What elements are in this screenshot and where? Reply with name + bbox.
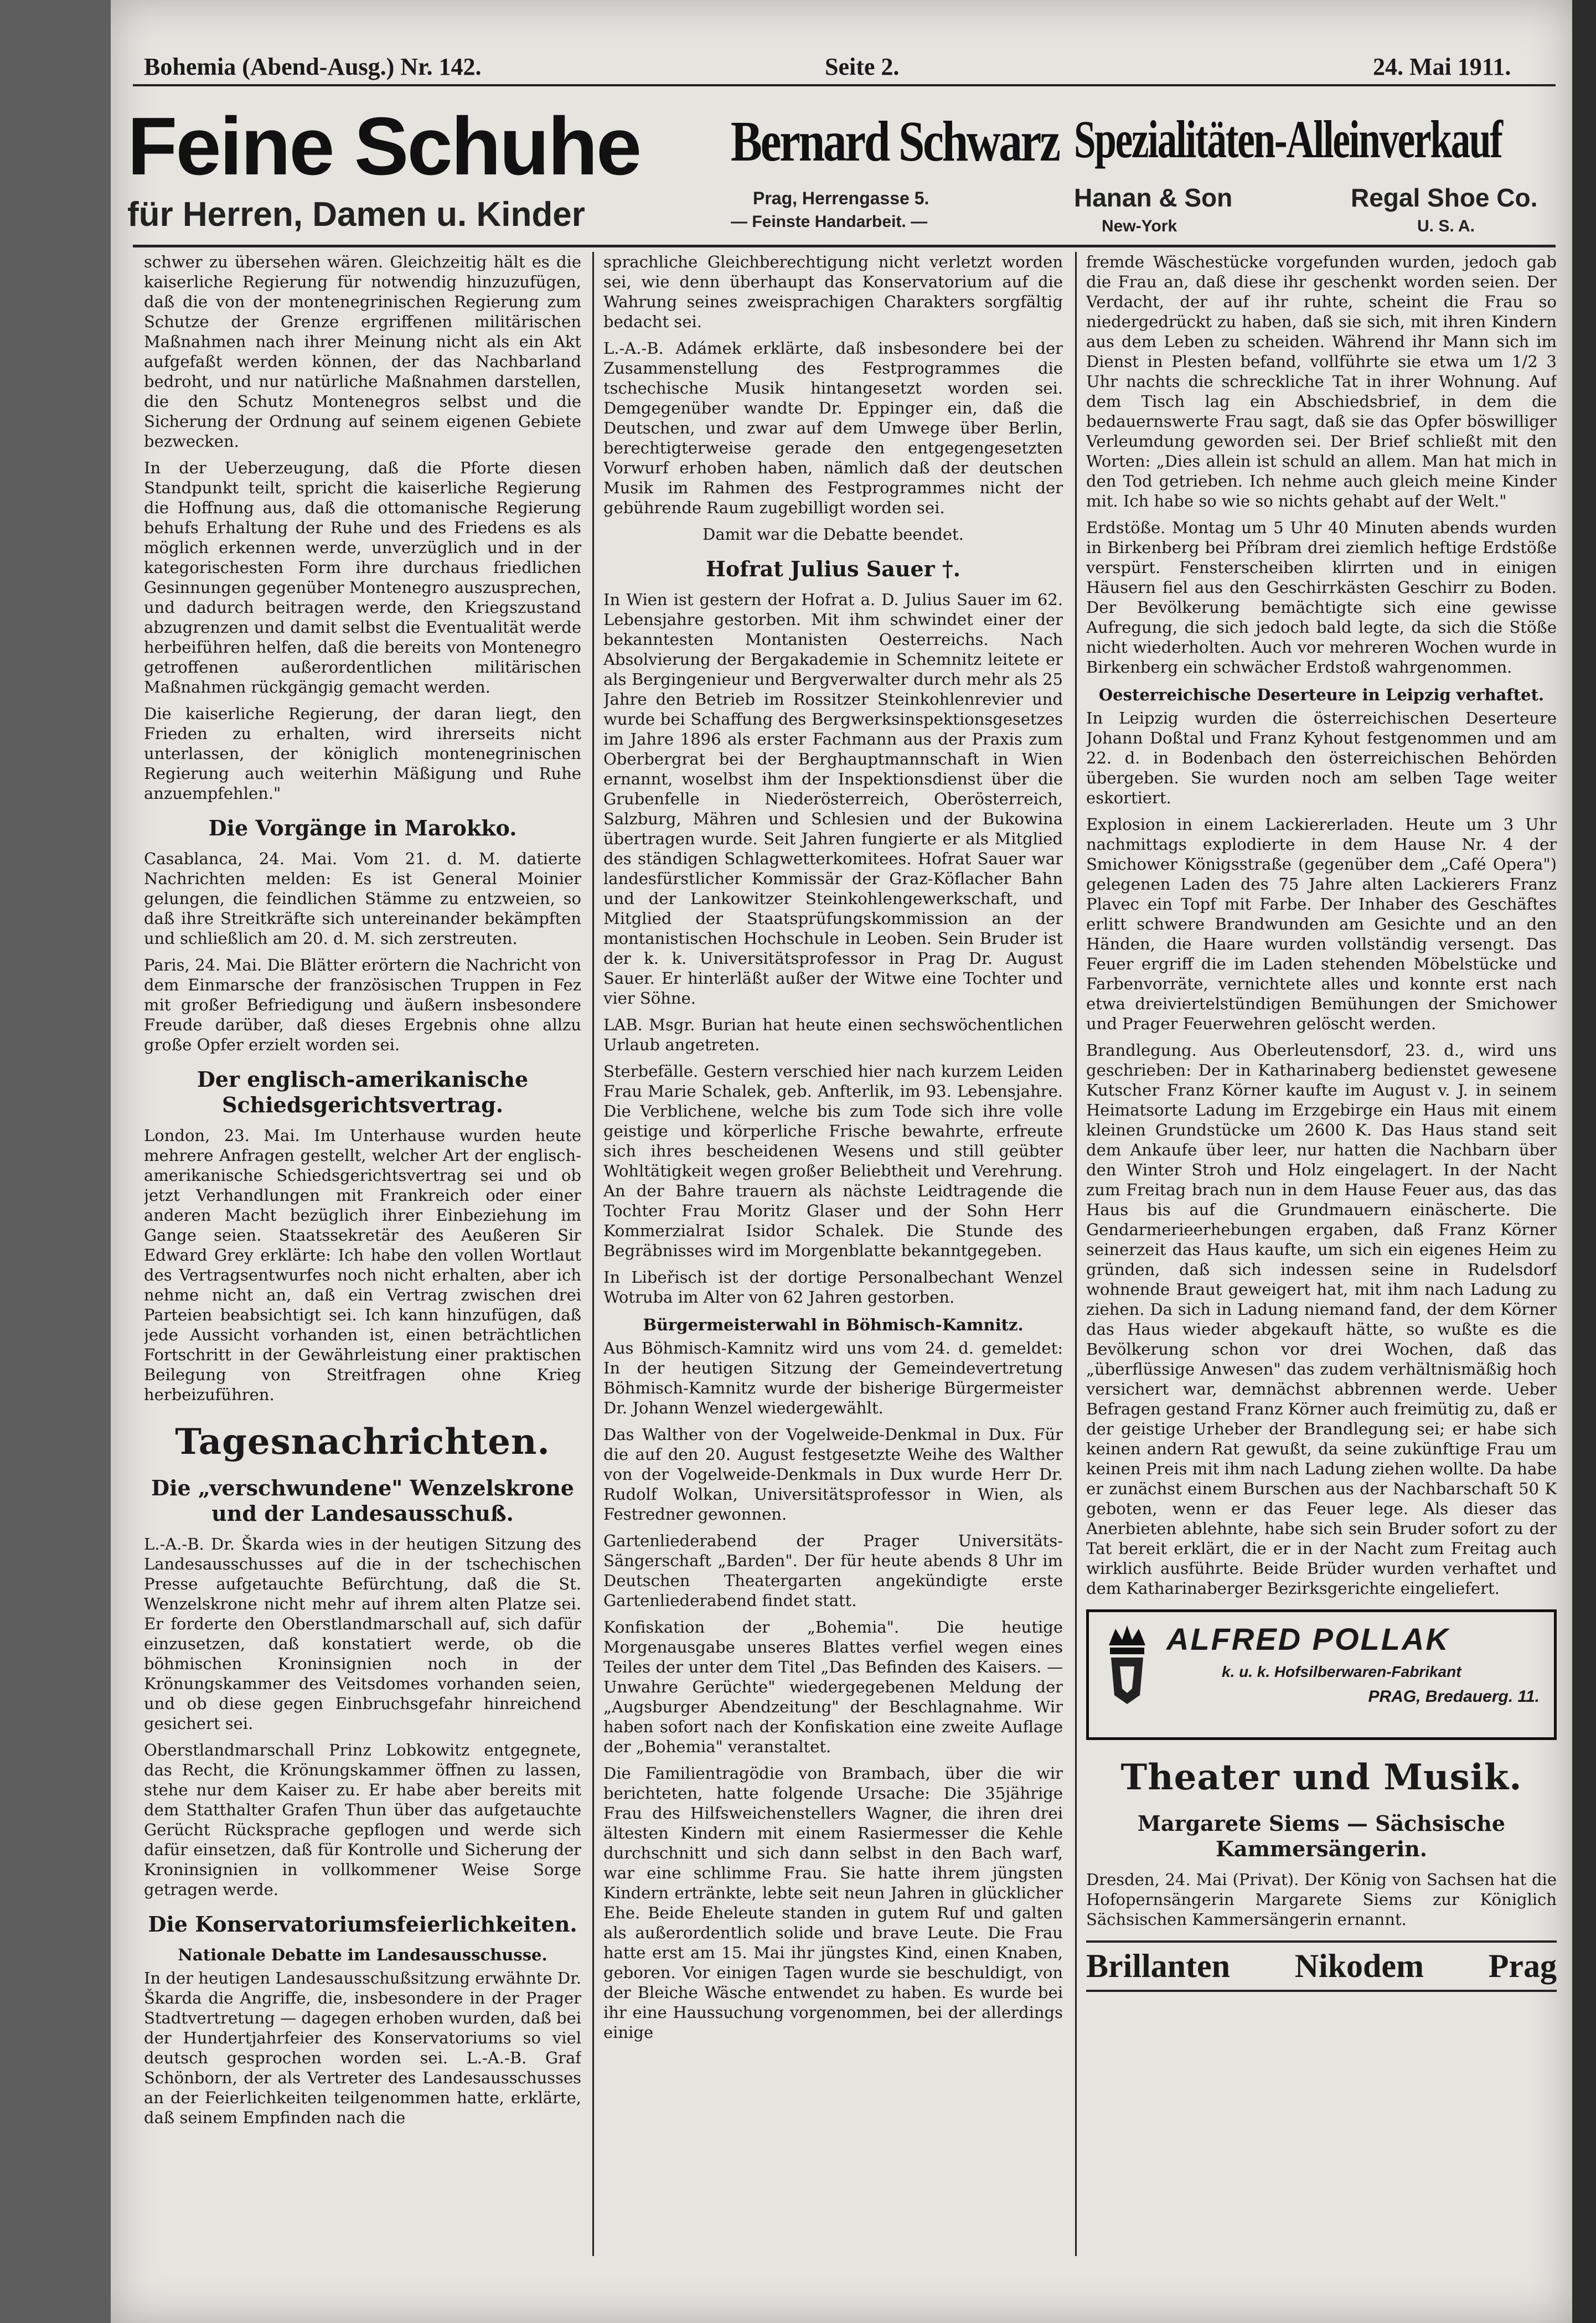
newspaper-page	[111, 0, 1572, 2323]
ad-regal: Regal Shoe Co.	[1351, 183, 1538, 212]
ad-pollak	[1086, 1609, 1557, 1740]
masthead-page: Seite 2.	[825, 53, 900, 80]
article-text: Oberstlandmarschall Prinz Lobkowitz entgegnete, das Recht, die Krönungskammer öffnen zu lassen, stehe nur dem Kaiser zu. Er habe aber bereits mit dem Statthalter Grafen Thun über das aufgetauchte Gerücht Rücksprache gepflogen und werde sich dafür einsetzen, daß für Kontrolle und Sicherung der Kroninsignien in vollkommener Weise Sorge getragen werde.	[144, 1741, 581, 1899]
article-text: Sterbefälle. Gestern verschied hier nach kurzem Leiden Frau Marie Schalek, geb. Anfterlik, im 93. Lebensjahre. Die Verblichene, welche bis zum Tode sich ihre volle geistige und körperliche Frische bewahrte, erfreute sich ihres bescheidenen Wesens und still geübter Wohltätigkeit wegen großer Beliebtheit und Verehrung. An der Bahre trauern als nächste Leidtragende die Tochter Frau Moritz Glaser und der Sohn Herr Kommerzialrat Isidor Schalek. Die Stunde des Begräbnisses wird im Morgenblatte bekanntgegeben.	[603, 1062, 1063, 1260]
article-text: Gartenliederabend der Prager Universitäts-Sängerschaft „Barden". Der für heute abends 8 Uhr im Deutschen Theatergarten angekündigte erste Gartenliederabend findet statt.	[603, 1531, 1063, 1610]
headline-siems: Margarete Siems — Sächsische Kammersängerin.	[1137, 1811, 1506, 1861]
article-text: Erdstöße. Montag um 5 Uhr 40 Minuten abends wurden in Birkenberg bei Příbram drei ziemlich heftige Erdstöße verspürt. Fensterscheiben klirrten und in einigen Häusern fiel aus den Geschirrkästen Geschirr zu Boden. Der Bevölkerung bemächtigte sich eine gewisse Aufregung, die sich jedoch bald legte, da sich die Stöße nicht wiederholten. Auch vor mehreren Wochen wurde in Birkenberg ein schwächer Erdstoß wahrgenommen.	[1086, 518, 1557, 677]
ad-hanan-city: New-York	[1102, 217, 1177, 235]
article-text: In der heutigen Landesausschußsitzung erwähnte Dr. Škarda die Angriffe, die, insbesondere in der Prager Stadtvertretung — dagegen erhoben wurden, daß bei der Hundertjahrfeier des Konservatoriums so viel deutsch gesprochen worden sei. L.-A.-B. Graf Schönborn, der als Vertreter des Landesausschusses an der Feierlichkeiten teilgenommen hatte, erklärte, daß seinem Empfinden nach die	[144, 1969, 581, 2127]
column-rule-2	[1075, 252, 1077, 2256]
column-3	[1086, 252, 1557, 2262]
article-text: Aus Böhmisch-Kamnitz wird uns vom 24. d. gemeldet: In der heutigen Sitzung der Gemeindevertretung Böhmisch-Kamnitz wurde der bisherige Bürgermeister Dr. Johann Wenzel wiedergewählt.	[603, 1339, 1063, 1417]
ad-regal-country: U. S. A.	[1417, 217, 1475, 235]
column-rule-1	[592, 252, 594, 2256]
article-text: London, 23. Mai. Im Unterhause wurden heute mehrere Anfragen gestellt, welcher Art der englisch-amerikanische Schiedsgerichtsvertrag sei und ob jetzt Verhandlungen mit Frankreich oder einer anderen Macht bezüglich ihrer Einbeziehung im Gange seien. Staatssekretär des Aeußeren Sir Edward Grey erklärte: Ich habe den vollen Wortlaut des Vertragsentwurfes noch nicht erhalten, aber ich nehme nicht an, daß ein Vertrag zwischen drei Parteien beabsichtigt sei. Ich kann hinzufügen, daß jede Aussicht vorhanden ist, einen beträchtlichen Fortschritt in der Gewährleistung einer praktischen Beilegung von Streitfragen ohne Krieg herbeizuführen.	[144, 1126, 581, 1404]
column-1	[144, 252, 581, 2262]
scan-edge	[1572, 0, 1596, 2323]
ad-shoes-sub: für Herren, Damen u. Kinder	[127, 195, 585, 234]
headline-marokko: Die Vorgänge in Marokko.	[208, 815, 517, 840]
article-text: Dresden, 24. Mai (Privat). Der König von Sachsen hat die Hofopernsängerin Margarete Siems zur Königlich Sächsischen Kammersängerin ernannt.	[1086, 1870, 1557, 1929]
article-text: In Libeřisch ist der dortige Personalbechant Wenzel Wotruba im Alter von 62 Jahren gestorben.	[603, 1268, 1063, 1307]
headline-buergermeister: Bürgermeisterwahl in Böhmisch-Kamnitz.	[643, 1315, 1024, 1334]
masthead-left: Bohemia (Abend-Ausg.) Nr. 142.	[144, 53, 482, 80]
article-text: schwer zu übersehen wären. Gleichzeitig hält es die kaiserliche Regierung für notwendig hinzuzufügen, daß die von der montenegrinischen Regierung zum Schutze der Grenze ergriffenen militärischen Maßnahmen nach ihrer Meinung nicht als ein Akt aufgefaßt werden können, der das Nachbarland bedroht, und nur natürliche Maßnahmen darstellen, die den Schutz Montenegros selbst und die Sicherung der Ordnung auf seinem eigenen Gebiete bezwecken.	[144, 252, 581, 451]
headline-konservatorium: Die Konservatoriumsfeierlichkeiten.	[148, 1912, 577, 1937]
ad-shoes-title: Feine Schuhe	[127, 101, 641, 192]
article-text: Casablanca, 24. Mai. Vom 21. d. M. datierte Nachrichten melden: Es ist General Moinier gelungen, die feindlichen Stämme zu entzweien, so daß ihre Streitkräfte sich untereinander bekämpften und schließlich am 20. d. M. sich zerstreuten.	[144, 849, 581, 948]
ad-pollak-line2: PRAG, Bredauerg. 11.	[1368, 1687, 1540, 1706]
article-text: Konfiskation der „Bohemia". Die heutige Morgenausgabe unseres Blattes verfiel wegen eines Teiles der unter dem Titel „Das Befinden des Kaisers. — Unwahre Gerüchte" wiedergegebenen Meldung der „Augsburger Abendzeitung" der Beschlagnahme. Wir haben sofort nach der Konfiskation eine zweite Auflage der „Bohemia" veranstaltet.	[603, 1618, 1063, 1756]
section-title-theater: Theater und Musik.	[1120, 1757, 1522, 1798]
ad-nikodem-left: Brillanten	[1086, 1948, 1231, 1984]
article-text: Brandlegung. Aus Oberleutensdorf, 23. d., wird uns geschrieben: Der in Katharinaberg bedienstet gewesene Kutscher Franz Körner kaufte im August v. J. in seinem Heimatsorte Ladung im Erzgebirge ein Haus mit einem kleinen Grundstücke um 2600 K. Das Haus stand seit dem Ankaufe über leer, nur hatten die Nachbarn über den Winter Stroh und Holz eingelagert. In der Nacht zum Freitag brach nun in dem Hause Feuer aus, das das Haus bis auf die Grundmauern einäscherte. Die Gendarmerieerhebungen ergaben, daß Franz Körner seinerzeit das Haus kaufte, um sich ein eigenes Heim zu gründen, daß sich indessen seine in Rudelsdorf wohnende Braut geweigert hat, mit ihm nach Ladung zu ziehen. Da sich in Ladung niemand fand, der dem Körner das Haus wieder abgekauft hätte, so wußte es die Bevölkerung schon vor drei Wochen, daß das „überflüssige Anwesen" das zudem verhältnismäßig hoch versichert war, demnächst abbrennen werde. Ueber Befragen gestand Franz Körner auch freimütig zu, daß er der geistige Urheber der Brandlegung sei; er habe sich keinen andern Rat gewußt, da seine zukünftige Frau um keinen Preis mit ihm nach Ladung ziehen wollte. Da habe er zunächst einem Burschen aus der Nachbarschaft 50 K geboten, wenn er das Feuer lege. Als dieser das Anerbieten ablehnte, habe sich sein Bruder sofort zu der Tat bereit erklärt, die er in der Nacht zum Freitag auch wirklich ausführte. Beide Brüder wurden verhaftet und dem Katharinaberger Bezirksgerichte eingeliefert.	[1086, 1041, 1557, 1598]
ads-rule	[133, 245, 1556, 247]
ad-schwarz-addr: Prag, Herrengasse 5.	[753, 188, 929, 208]
headline-schiedsgericht: Der englisch-amerikanische Schiedsgerichtsvertrag.	[197, 1067, 529, 1117]
article-text: L.-A.-B. Adámek erklärte, daß insbesondere bei der Zusammenstellung des Festprogrammes die tschechische Musik hintangesetzt worden sei. Demgegenüber wandte Dr. Eppinger ein, daß die Deutschen, und zwar auf dem Umwege über Berlin, berechtigterweise gerade den entgegengesetzten Vorwurf erhoben haben, nämlich daß der deutschen Musik im Rahmen des Festprogrammes nicht der gebührende Raum zugebilligt worden sei.	[603, 339, 1063, 517]
article-text: In Leipzig wurden die österreichischen Deserteure Johann Doßtal und Franz Kyhout festgenommen und am 22. d. in Bodenbach den österreichischen Behörden übergeben. Sie wurden noch am selben Tage weiter eskortiert.	[1086, 709, 1557, 807]
article-text: LAB. Msgr. Burian hat heute einen sechswöchentlichen Urlaub angetreten.	[603, 1015, 1063, 1054]
crown-crest-icon	[1103, 1623, 1151, 1706]
article-text: Damit war die Debatte beendet.	[703, 525, 964, 544]
article-text: Explosion in einem Lackiererladen. Heute um 3 Uhr nachmittags explodierte in dem Hause Nr. 4 der Smichower Königsstraße (gegenüber dem „Café Opera") gelegenen Laden des 75 Jahre alten Lackierers Franz Plavec ein Topf mit Farbe. Der Inhaber des Geschäftes erlitt schwere Brandwunden am Gesichte und an den Händen, die Haare wurden vollständig versengt. Das Feuer ergriff die im Laden stehenden Möbelstücke und Farbenvorräte, vernichtete alles und konnte erst nach etwa dreiviertelstündigen Bemühungen der Smichower und Prager Feuerwehren gelöscht werden.	[1086, 815, 1557, 1033]
ad-pollak-firm: ALFRED POLLAK	[1166, 1622, 1450, 1656]
article-text: Paris, 24. Mai. Die Blätter erörtern die Nachricht von dem Einmarsche der französischen Truppen in Fez mit großer Befriedigung und äußern insbesondere Freude darüber, daß dieses Ergebnis ohne allzu große Opfer erzielt worden sei.	[144, 956, 581, 1054]
column-2	[603, 252, 1063, 2262]
article-text: Die kaiserliche Regierung, der daran liegt, den Frieden zu erhalten, wird ihrerseits nicht unterlassen, der königlich montenegrinischen Regierung auch weiterhin Mäßigung und Ruhe anzuempfehlen."	[144, 704, 581, 803]
article-text: Die Familientragödie von Brambach, über die wir berichteten, hatte folgende Ursache: Die 35jährige Frau des Hilfsweichenstellers Wagner, die ihren drei ältesten Kindern mit einem Rasiermesser die Kehle durchschnitt und sich dann selbst in den Bach warf, war eine schlimme Frau. Sie hatte ihrem jüngsten Kindern ertränkte, lebte seit neun Jahren in glücklicher Ehe. Beide Eheleute standen in gutem Ruf und galten als außerordentlich solide und brave Leute. Die Frau hatte erst am 15. Mai ihr jüngstes Kind, einen Knaben, geboren. Vor einigen Tagen wurde sie beschuldigt, von der Bleiche Wäsche entwendet zu haben. Es wurde bei ihr eine Haussuchung vorgenommen, bei der allerdings einige	[603, 1764, 1063, 2042]
headline-deserteure: Oesterreichische Deserteure in Leipzig verhaftet.	[1098, 685, 1545, 704]
masthead-date: 24. Mai 1911.	[1373, 53, 1511, 80]
headline-wenzelskrone: Die „verschwundene" Wenzelskrone und der Landesausschuß.	[151, 1475, 574, 1526]
masthead-rule	[133, 84, 1556, 86]
ad-hanan: Hanan & Son	[1074, 183, 1233, 212]
ad-special-title: Spezialitäten-Alleinverkauf	[1074, 110, 1502, 169]
article-text: In Wien ist gestern der Hofrat a. D. Julius Sauer im 62. Lebensjahre gestorben. Mit ihm schwindet einer der bekanntesten Montanisten Oesterreichs. Nach Absolvierung der Bergakademie in Schemnitz leitete er als Bergingenieur und Bergverwalter durch mehr als 25 Jahre den Betrieb im Rossitzer Steinkohlenrevier und wurde bei Schaffung des Bergwerksinspektionsgesetzes im Jahre 1896 als erster Fachmann aus der Praxis zum Oberbergrat bei der Berghauptmannschaft in Wien ernannt, woselbst ihm der Inspektionsdienst über die Grubenfelle in Niederösterreich, Oberösterreich, Salzburg, Mähren und Schlesien und der Bukowina übertragen wurde. Seit Jahren fungierte er als Mitglied des ständigen Schlagwetterkomitees. Hofrat Sauer war landesfürstlicher Kommissär der Graz-Köflacher Bahn und der Lankowitzer Steinkohlengewerkschaft, und Mitglied der Staatsprüfungskommission an der montanistischen Hochschule in Leoben. Sein Bruder ist der k. k. Universitätsprofessor in Prag Dr. August Sauer. Er hinterläßt außer der Witwe eine Tochter und vier Söhne.	[603, 590, 1063, 1008]
ad-schwarz-title: Bernard Schwarz	[731, 110, 1059, 173]
article-text: L.-A.-B. Dr. Škarda wies in der heutigen Sitzung des Landesausschusses auf die in der tschechischen Presse aufgetauchte Befürchtung, daß die St. Wenzelskrone nicht mehr auf ihrem alten Platze sei. Er forderte den Oberstlandmarschall auf, sich dafür einzusetzen, daß konstatiert werde, ob die böhmischen Kroninsignien noch in der Krönungskammer des Veitsdomes vorhanden seien, und ob diese gegen Einbruchsgefahr hinreichend gesichert sei.	[144, 1535, 581, 1733]
article-text: sprachliche Gleichberechtigung nicht verletzt worden sei, wie denn überhaupt das Konservatorium auf die Wahrung seines zweisprachigen Charakters sorgfältig bedacht sei.	[603, 252, 1063, 331]
section-title-tagesnachrichten: Tagesnachrichten.	[175, 1421, 550, 1463]
article-text: In der Ueberzeugung, daß die Pforte diesen Standpunkt teilt, spricht die kaiserliche Regierung die Hoffnung aus, daß die ottomanische Regierung behufs Erhaltung der Ruhe und des Friedens es als möglich erkennen werde, unverzüglich und in der kategorischesten Form ihre durchaus friedlichen Gesinnungen gegenüber Montenegro auszusprechen, und dadurch beitragen werde, den Kriegszustand abzugrenzen und damit selbst die Eventualität werde herbeiführen helfen, daß die bereits von Montenegro getroffenen außerordentlichen militärischen Maßnahmen rückgängig gemacht werden.	[144, 458, 581, 696]
ad-pollak-line1: k. u. k. Hofsilberwaren-Fabrikant	[1222, 1663, 1461, 1680]
headline-sauer: Hofrat Julius Sauer †.	[706, 556, 960, 581]
subheadline-konservatorium: Nationale Debatte im Landesausschusse.	[178, 1945, 548, 1964]
article-text: Das Walther von der Vogelweide-Denkmal in Dux. Für die auf den 20. August festgesetzte Weihe des Walther von der Vogelweide-Denkmals in Dux wurde Herr Dr. Rudolf Wolkan, Universitätsprofessor in Wien, als Festredner gewonnen.	[603, 1425, 1063, 1524]
article-text: fremde Wäschestücke vorgefunden wurden, jedoch gab die Frau an, daß diese ihr geschenkt worden seien. Der Verdacht, der auf ihr ruhte, scheint die Frau so niedergedrückt zu haben, daß sie sich, mit ihren Kindern aus dem Leben zu scheiden. Während ihr Mann sich im Dienst in Plesten befand, vollführte sie etwa um 1/2 3 Uhr nachts die schreckliche Tat in ihrer Wohnung. Auf dem Tisch lag ein Abschiedsbrief, in dem die bedauernswerte Frau sagt, daß sie das Opfer böswilliger Verleumdung geworden sei. Der Brief schließt mit den Worten: „Dies allein ist schuld an allem. Man hat mich in den Tod getrieben. Ich nehme auch gleich meine Kinder mit. Ich habe so wie so nichts gehabt auf der Welt."	[1086, 252, 1557, 510]
ad-nikodem	[1086, 1940, 1557, 1992]
ad-schwarz-note: — Feinste Handarbeit. —	[731, 213, 928, 231]
ad-nikodem-right: Prag	[1488, 1948, 1557, 1984]
ad-nikodem-mid: Nikodem	[1294, 1948, 1424, 1984]
